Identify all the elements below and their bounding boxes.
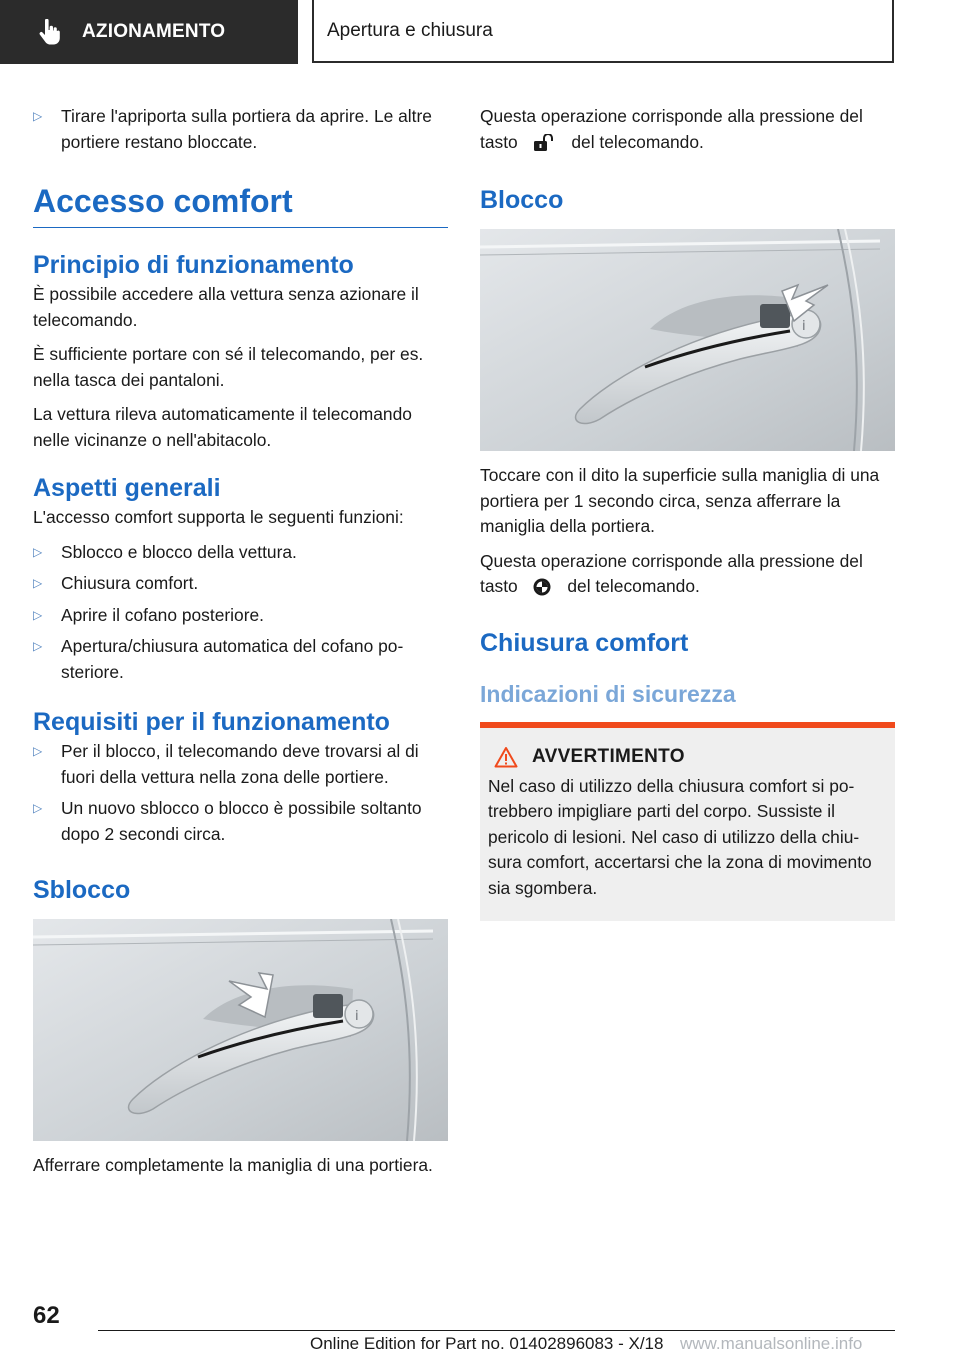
- chapter-header: [312, 0, 894, 63]
- unlock-icon: [533, 134, 555, 152]
- triangle-bullet-icon: ▷: [33, 801, 43, 815]
- triangle-bullet-icon: ▷: [33, 576, 43, 590]
- edition-note: Online Edition for Part no. 01402896083 - X/18: [310, 1334, 664, 1353]
- list-item: ▷ Aprire il cofano posteriore.: [33, 603, 448, 629]
- paragraph: La vettura rileva automaticamente il telecomando nelle vicinanze o nell'abitacolo.: [33, 404, 412, 450]
- intro-bullet-list: [33, 104, 448, 155]
- heading-chiusura: Chiusura comfort: [480, 628, 689, 657]
- warning-triangle-icon: [494, 746, 518, 768]
- paragraph: Questa operazione corrisponde alla pressione del tasto del telecomando.: [480, 106, 863, 152]
- functions-list: [33, 540, 448, 686]
- section-tab[interactable]: [0, 0, 298, 64]
- svg-text:i: i: [355, 1009, 359, 1024]
- door-handle-unlock-image: [33, 919, 448, 1141]
- hand-pointer-icon: [38, 19, 60, 45]
- door-handle-lock-image: [480, 229, 895, 451]
- requirements-list: [33, 739, 448, 847]
- section-heading: Accesso comfort: [33, 181, 448, 228]
- warning-title-row: [494, 746, 887, 768]
- warning-box: [480, 722, 895, 922]
- left-column: [33, 104, 448, 1188]
- bmw-logo-icon: [533, 578, 551, 596]
- list-item: ▷ Sblocco e blocco della vettura.: [33, 540, 448, 566]
- triangle-bullet-icon: ▷: [33, 744, 43, 758]
- list-item: ▷ Apertura/chiusura automatica del cofano posteriore.: [33, 636, 404, 682]
- warning-title: AVVERTIMENTO: [532, 745, 685, 767]
- triangle-bullet-icon: ▷: [33, 639, 43, 653]
- svg-text:i: i: [802, 319, 806, 334]
- triangle-bullet-icon: ▷: [33, 607, 43, 622]
- list-item: ▷ Un nuovo sblocco o blocco è possibile soltanto dopo 2 secondi circa.: [33, 798, 422, 844]
- section-tab-label: AZIONAMENTO: [82, 21, 226, 42]
- image-caption: Afferrare completamente la maniglia di una portiera.: [33, 1155, 433, 1175]
- heading-blocco: Blocco: [480, 186, 564, 214]
- triangle-bullet-icon: ▷: [33, 109, 43, 123]
- paragraph: È possibile accedere alla vettura senza azionare il telecomando.: [33, 284, 419, 330]
- heading-principio: Principio di funzionamento: [33, 251, 354, 279]
- page-number: 62: [33, 1302, 60, 1329]
- paragraph: Questa operazione corrisponde alla pressione del tasto del telecomando.: [480, 550, 863, 596]
- right-column: [480, 104, 895, 921]
- heading-sblocco: Sblocco: [33, 876, 131, 904]
- chapter-title: Apertura e chiusura: [327, 19, 493, 41]
- warning-text: Nel caso di utilizzo della chiusura comfort si potrebbero impigliare parti del corpo. Sussiste il pericolo di lesioni. Nel caso di utilizzo della chiusura comfort, accertarsi che la zona di movimento sia sgombera.: [488, 775, 872, 898]
- footer-divider: [98, 1330, 895, 1331]
- list-item: ▷ Tirare l'apriporta sulla portiera da aprire. Le altre portiere restano bloccate.: [33, 106, 432, 152]
- heading-aspetti: Aspetti generali: [33, 474, 221, 502]
- list-item: ▷ Chiusura comfort.: [33, 571, 448, 597]
- paragraph: L'accesso comfort supporta le seguenti funzioni:: [33, 507, 404, 527]
- paragraph: È sufficiente portare con sé il telecomando, per es. nella tasca dei pantaloni.: [33, 344, 424, 390]
- watermark: www.manualsonline.info: [680, 1334, 863, 1353]
- subheading-sicurezza: Indicazioni di sicurezza: [480, 680, 736, 707]
- triangle-bullet-icon: ▷: [33, 544, 43, 559]
- heading-requisiti: Requisiti per il funzionamento: [33, 708, 390, 736]
- list-item: ▷ Per il blocco, il telecomando deve trovarsi al di fuori della vettura nella zona delle portiere.: [33, 741, 419, 787]
- image-caption: Toccare con il dito la superficie sulla maniglia di una portiera per 1 secondo circa, senza afferrare la maniglia della portiera.: [480, 465, 880, 536]
